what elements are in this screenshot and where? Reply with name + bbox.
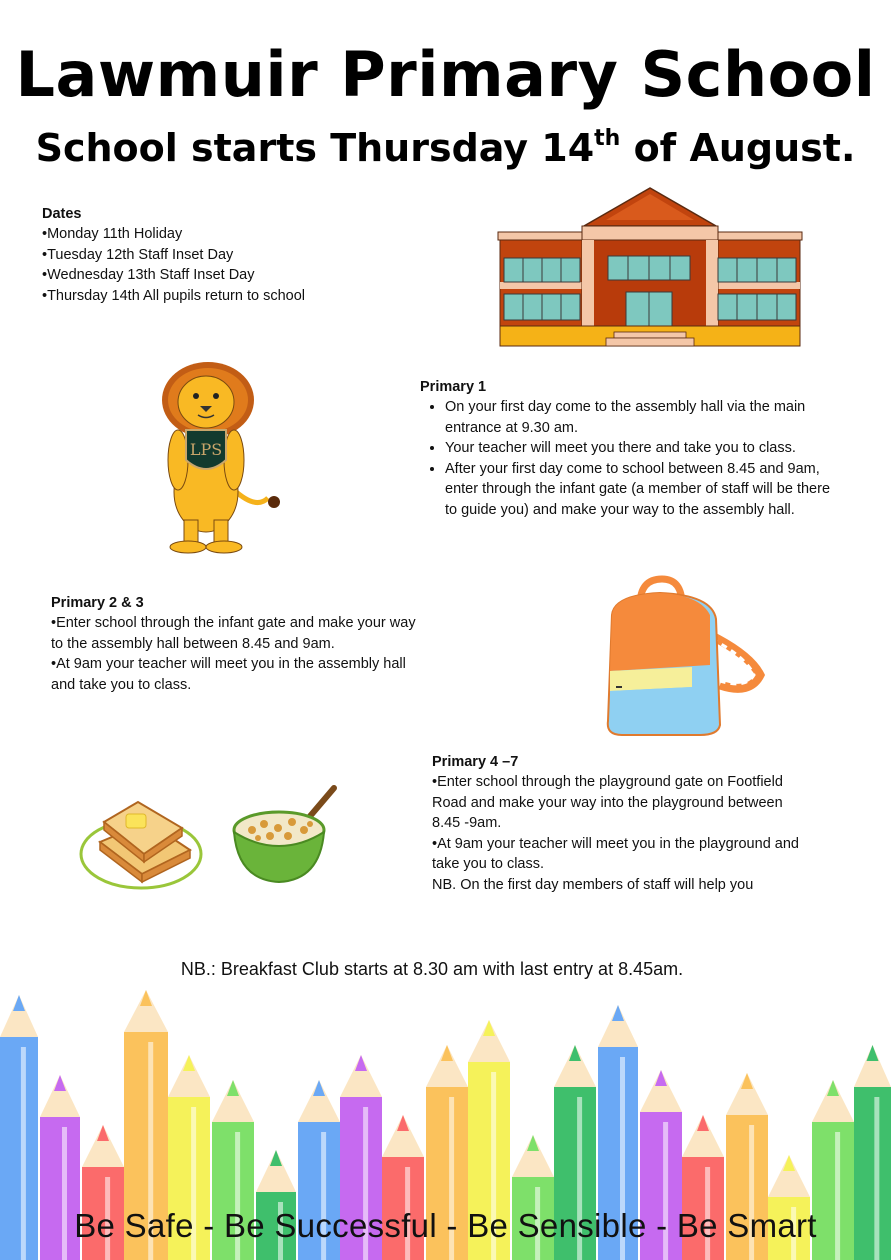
primary1-item: • After your first day come to school between 8.45 and 9am, enter through the infant gate (a member of staff will be there to guide you) and make your way to the assembly hall. [445,459,832,521]
primary47-line: NB. On the first day members of staff will help you [432,876,754,893]
pencil-tip [612,1005,624,1021]
pencil-tip [655,1070,667,1086]
pencil-tip [741,1073,753,1089]
primary47-line: Road and make your way into the playground between [432,794,783,811]
pencil-tip [397,1115,409,1131]
lion-mascot-icon [156,360,284,555]
start-date-month: of August. [620,126,856,170]
pencil-tip [54,1075,66,1091]
dates-item: •Monday 11th Holiday [42,226,183,242]
school-motto: Be Safe - Be Successful - Be Sensible - Be Smart [74,1207,817,1244]
pencil-tip [697,1115,709,1131]
pencil-tip [270,1150,282,1166]
pencil-tip [569,1045,581,1061]
dates-item: •Tuesday 12th Staff Inset Day [42,246,234,263]
dates-item: •Thursday 14th All pupils return to school [42,287,305,304]
primary47-heading: Primary 4 –7 [432,754,519,770]
start-date-suffix: th [594,126,621,151]
primary47-line: 8.45 -9am. [432,815,502,831]
pencil-tip [183,1055,195,1071]
pencil-tip [313,1080,325,1096]
page-title: Lawmuir Primary School [15,38,876,111]
pencil-tip [483,1020,495,1036]
primary1-section [420,379,832,520]
primary47-line: take you to class. [432,856,545,872]
primary47-line: •Enter school through the playground gate on Footfield [432,774,783,790]
school-building-icon [496,186,804,350]
primary1-item: • Your teacher will meet you there and take you to class. [445,438,832,459]
primary23-line: to the assembly hall between 8.45 and 9am. [51,635,335,652]
primary47-section [432,754,852,895]
primary47-line: •At 9am your teacher will meet you in the playground and [432,835,799,852]
toast-icon [78,792,204,892]
cereal-bowl-icon [230,780,342,888]
breakfast-club-note: NB.: Breakfast Club starts at 8.30 am with last entry at 8.45am. [180,959,684,979]
pencil-tip [13,995,25,1011]
pencil-tip [783,1155,795,1171]
dates-heading: Dates [42,206,82,222]
primary1-item: • On your first day come to the assembly hall via the main entrance at 9.30 am. [445,397,832,438]
pencil-tip [227,1080,239,1096]
pencil-tip [867,1045,879,1061]
primary23-line: •At 9am your teacher will meet you in the assembly hall [51,656,406,672]
primary23-section [51,595,471,695]
pencil-tip [140,990,152,1006]
pencil-tip [527,1135,539,1151]
primary23-line: and take you to class. [51,676,192,693]
dates-section [42,206,462,306]
primary23-line: •Enter school through the infant gate and make your way [51,615,416,631]
pencil-tip [97,1125,109,1141]
pencil-tip [827,1080,839,1096]
pencil-tip [441,1045,453,1061]
primary23-heading: Primary 2 & 3 [51,595,144,611]
primary1-heading: Primary 1 [420,379,487,395]
start-date-text: School starts Thursday 14 [35,126,595,170]
pencil-tip [355,1055,367,1071]
backpack-icon [600,575,770,740]
start-date-heading [0,126,891,170]
shield-monogram: LPS [189,440,223,459]
dates-item: •Wednesday 13th Staff Inset Day [42,267,255,283]
